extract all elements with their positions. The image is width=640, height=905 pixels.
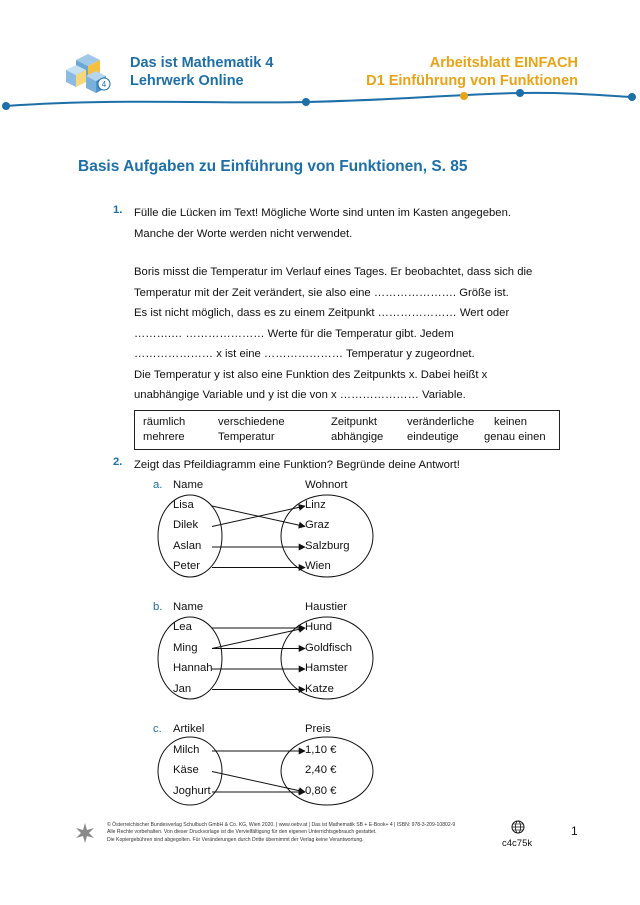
text-line: Es ist nicht möglich, dass es zu einem Zeitpunkt ………………… Wert oder	[134, 307, 510, 319]
diagram-c-left-item: Käse	[173, 764, 199, 776]
word-column	[484, 415, 546, 444]
diagram-c-right-item: 0,80 €	[305, 785, 337, 797]
text-line: ……….… ………………… Werte für die Temperatur gibt. Jedem	[134, 327, 454, 340]
text-line: Boris misst die Temperatur im Verlauf eines Tages. Er beobachtet, dass sich die	[134, 266, 533, 278]
diagram-a-right-item: Wien	[305, 560, 331, 572]
diagram-a-right-item: Linz	[305, 499, 326, 511]
diagram-b-label: b.	[153, 601, 163, 613]
word: mehrere	[143, 430, 185, 443]
task1-gap-text	[134, 262, 554, 406]
mapping-arrow	[212, 628, 305, 649]
footer-copyright	[107, 822, 497, 844]
dot-icon	[2, 102, 10, 110]
diagram-c-left-item: Joghurt	[173, 785, 211, 797]
diagram-b-right-item: Goldfisch	[305, 642, 353, 654]
diagram-a-left-item: Lisa	[173, 499, 194, 511]
svg-text:4: 4	[101, 80, 107, 89]
diagram-b-right-item: Hamster	[305, 662, 348, 674]
word-column	[331, 415, 383, 444]
word: räumlich	[143, 416, 186, 428]
text-line: Fülle die Lücken im Text! Mögliche Worte sind unten im Kasten angegeben.	[134, 207, 511, 219]
text-line: ………………… x ist eine ………………… Temperatur y zugeordnet.	[134, 348, 475, 360]
diagram-b-left-item: Jan	[173, 683, 192, 695]
text-line: Manche der Worte werden nicht verwendet.	[134, 227, 353, 240]
task2-question: Zeigt das Pfeildiagramm eine Funktion? Begründe deine Antwort!	[134, 459, 460, 471]
dot-icon	[302, 98, 310, 106]
diagram-b-right-head: Haustier	[305, 601, 348, 613]
word-column	[218, 415, 285, 444]
diagram-c-right-item: 1,10 €	[305, 744, 337, 756]
brand-subtitle: Lehrwerk Online	[130, 73, 244, 89]
task1-intro	[134, 203, 554, 244]
diagram-a-right-item: Salzburg	[305, 540, 350, 552]
word-column	[143, 415, 185, 444]
word-column	[407, 415, 474, 444]
word: abhängige	[331, 430, 384, 443]
header-wave-line	[0, 84, 640, 114]
globe-icon[interactable]	[511, 820, 525, 834]
diagram-b-left-item: Lea	[173, 621, 192, 633]
task1-number: 1.	[113, 204, 123, 216]
diagram-c-right-item: 2,40 €	[305, 764, 337, 776]
diagram-c-left-head: Artikel	[173, 723, 205, 735]
footer-line: Die Kopiergebühren sind abgegolten. Für Veränderungen durch Dritte übernimmt der Verlag keine Verantwortung.	[107, 836, 364, 843]
online-code[interactable]: c4c75k	[502, 838, 533, 849]
diagram-b-right-item: Hund	[305, 621, 333, 633]
task2-number: 2.	[113, 456, 123, 468]
diagram-a-label: a.	[153, 479, 163, 491]
page-number: 1	[571, 824, 578, 838]
diagram-a-left-head: Name	[173, 479, 204, 491]
dot-icon	[628, 93, 636, 101]
text-line: unabhängige Variable und y ist die von x ………………… Variable.	[134, 389, 466, 401]
word-box	[134, 410, 560, 450]
word: verschiedene	[218, 416, 285, 428]
diagram-b-left-item: Hannah	[173, 662, 213, 674]
brand-title: Das ist Mathematik 4	[130, 55, 274, 71]
text-line: Die Temperatur y ist also eine Funktion des Zeitpunkts x. Dabei heißt x	[134, 368, 488, 381]
diagram-b-left-item: Ming	[173, 642, 198, 654]
sheet-topic: D1 Einführung von Funktionen	[366, 73, 578, 89]
word: Temperatur	[218, 430, 275, 443]
diagram-c-label: c.	[153, 723, 162, 735]
diagram-a-right-head: Wohnort	[305, 479, 348, 491]
word: Zeitpunkt	[331, 416, 378, 428]
publisher-logo-icon	[74, 822, 96, 844]
mapping-arrow	[212, 506, 305, 527]
page-title: Basis Aufgaben zu Einführung von Funktionen, S. 85	[78, 158, 468, 175]
diagram-b-right-item: Katze	[305, 683, 334, 695]
diagram-a-left-item: Aslan	[173, 540, 202, 552]
dot-icon	[460, 92, 468, 100]
diagram-a-left-item: Dilek	[173, 519, 199, 531]
mapping-arrow	[212, 506, 305, 527]
diagram-b-left-head: Name	[173, 601, 204, 613]
diagram-a-left-item: Peter	[173, 560, 201, 572]
dot-icon	[516, 89, 524, 97]
footer-line: © Österreichischer Bundesverlag Schulbuch GmbH & Co. KG, Wien 2020. | www.oebv.at | Das ist Mathematik SB + E-Book+ 4 | ISBN: 978-3-209-10802-9	[107, 822, 456, 828]
sheet-level: Arbeitsblatt EINFACH	[429, 55, 578, 71]
text-line: Temperatur mit der Zeit verändert, sie also eine …………………. Größe ist.	[134, 286, 509, 299]
footer-line: Alle Rechte vorbehalten. Von dieser Druckvorlage ist die Vervielfältigung für den eigenen Unterrichtsgebrauch gestattet.	[107, 829, 377, 836]
word: keinen	[494, 416, 527, 428]
word: eindeutige	[407, 430, 459, 443]
diagram-c-left-item: Milch	[173, 744, 200, 756]
word: genau einen	[484, 430, 546, 443]
mapping-arrow	[212, 772, 305, 793]
diagram-a-right-item: Graz	[305, 519, 330, 531]
diagram-c-right-head: Preis	[305, 723, 331, 735]
word: veränderliche	[407, 416, 475, 428]
